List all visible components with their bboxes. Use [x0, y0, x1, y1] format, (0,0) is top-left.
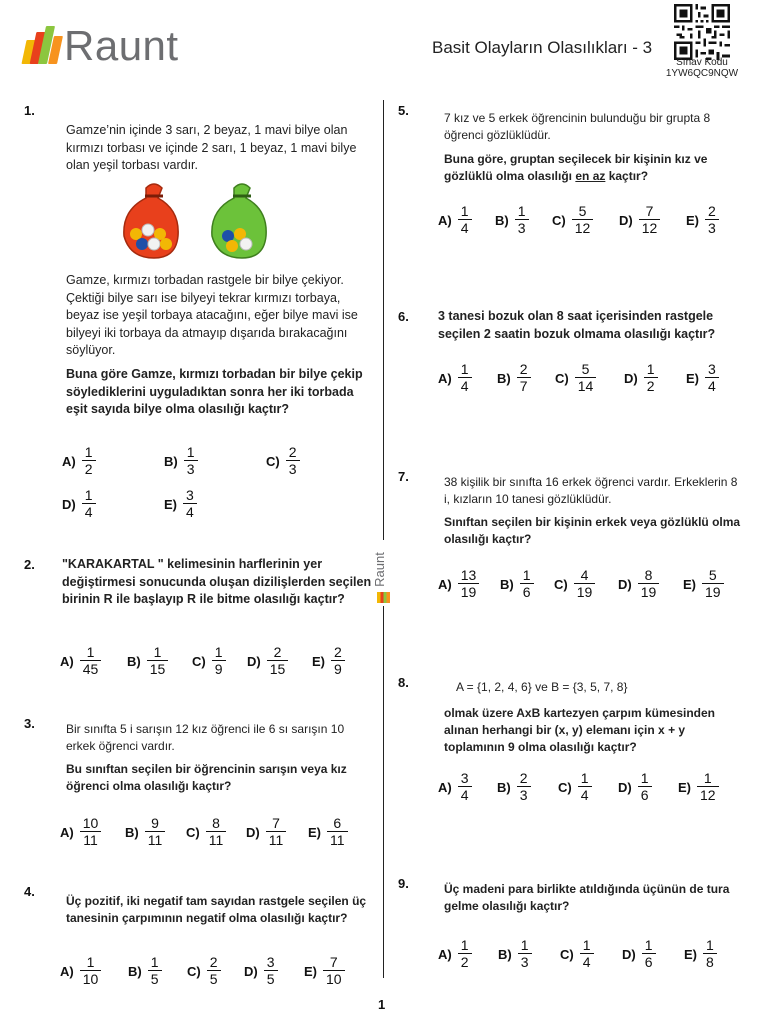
question-prompt: Buna göre, gruptan seçilecek bir kişinin kız ve gözlüklü olma olasılığı en az kaçtır?: [444, 152, 708, 183]
option-a[interactable]: A) $\frac{13}{19}$: [438, 568, 479, 601]
option-c[interactable]: C) $\frac{5}{12}$: [552, 204, 593, 237]
qr-code-icon: [674, 4, 730, 60]
option-b[interactable]: B) $\frac{2}{3}$: [497, 771, 531, 804]
option-c[interactable]: C) $\frac{2}{3}$: [266, 445, 300, 478]
option-d[interactable]: D) $\frac{7}{12}$: [619, 204, 660, 237]
option-a[interactable]: A) $\frac{1}{4}$: [438, 204, 472, 237]
option-e[interactable]: E) $\frac{6}{11}$: [308, 816, 348, 849]
question-text: Üç pozitif, iki negatif tam sayıdan rastgele seçilen üç tanesinin çarpımının negatif olma olasılığı kaçtır?: [66, 894, 367, 925]
bags-illustration: [118, 180, 278, 260]
option-c[interactable]: C) $\frac{5}{14}$: [555, 362, 596, 395]
option-b[interactable]: B) $\frac{1}{3}$: [498, 938, 532, 971]
option-d[interactable]: D) $\frac{8}{19}$: [618, 568, 659, 601]
option-d[interactable]: D) $\frac{7}{11}$: [246, 816, 286, 849]
question-number: 6.: [398, 309, 409, 324]
option-a[interactable]: A) $\frac{1}{10}$: [60, 955, 101, 988]
option-e[interactable]: E) $\frac{2}{3}$: [686, 204, 719, 237]
option-a[interactable]: A) $\frac{1}{2}$: [438, 938, 472, 971]
option-c[interactable]: C) $\frac{1}{4}$: [558, 771, 592, 804]
option-d[interactable]: D) $\frac{2}{15}$: [247, 645, 288, 678]
red-bag-icon: [124, 184, 178, 258]
green-bag-icon: [212, 184, 266, 258]
option-b[interactable]: B) $\frac{9}{11}$: [125, 816, 165, 849]
option-e[interactable]: E) $\frac{2}{9}$: [312, 645, 345, 678]
question-text: A = {1, 2, 4, 6} ve B = {3, 5, 7, 8}: [456, 680, 628, 694]
question-prompt: Buna göre Gamze, kırmızı torbadan bir bilye çekip söylediklerini uyguladıktan sonra her iki torbada eşit sayıda bilye olma olasılığı kaçtır?: [66, 367, 363, 416]
option-b[interactable]: B) $\frac{1}{5}$: [128, 955, 162, 988]
option-c[interactable]: C) $\frac{8}{11}$: [186, 816, 226, 849]
question-text: 38 kişilik bir sınıfta 16 erkek öğrenci vardır. Erkeklerin 8 i, kızların 10 tanesi gözlüklüdür.: [444, 475, 738, 506]
option-c[interactable]: C) $\frac{1}{9}$: [192, 645, 226, 678]
question-prompt: Sınıftan seçilen bir kişinin erkek veya gözlüklü olma olasılığı kaçtır?: [444, 515, 741, 546]
option-e[interactable]: E) $\frac{1}{12}$: [678, 771, 719, 804]
question-prompt: olmak üzere AxB kartezyen çarpım kümesinden alınan herhangi bir (x, y) elemanı için x + y toplamının 9 olma olasılığı kaçtır?: [444, 706, 715, 754]
option-a[interactable]: A) $\frac{10}{11}$: [60, 816, 101, 849]
question-text: Bir sınıfta 5 i sarışın 12 kız öğrenci ile 6 sı sarışın 10 erkek öğrenci vardır.: [66, 722, 345, 753]
logo-text: Raunt: [64, 22, 179, 69]
column-divider: [383, 606, 384, 978]
question-text: Üç madeni para birlikte atıldığında üçünün de tura gelme olasılığı kaçtır?: [444, 882, 730, 913]
side-logo-mark-icon: [377, 592, 390, 603]
question-number: 1.: [24, 103, 35, 118]
option-a[interactable]: A) $\frac{1}{45}$: [60, 645, 101, 678]
option-e[interactable]: E) $\frac{1}{8}$: [684, 938, 717, 971]
option-d[interactable]: D) $\frac{3}{5}$: [244, 955, 278, 988]
question-number: 4.: [24, 884, 35, 899]
page-title: Basit Olayların Olasılıkları - 3: [432, 38, 653, 57]
option-e[interactable]: E) $\frac{7}{10}$: [304, 955, 345, 988]
exam-code: 1YW6QC9NQW: [665, 68, 739, 79]
option-a[interactable]: A) $\frac{3}{4}$: [438, 771, 472, 804]
option-b[interactable]: B) $\frac{1}{3}$: [495, 204, 529, 237]
option-d[interactable]: D) $\frac{1}{6}$: [618, 771, 652, 804]
page-number: 1: [378, 997, 386, 1012]
side-logo: Raunt: [372, 548, 396, 604]
option-b[interactable]: B) $\frac{1}{15}$: [127, 645, 168, 678]
question-number: 8.: [398, 675, 409, 690]
option-e[interactable]: E) $\frac{3}{4}$: [686, 362, 719, 395]
column-divider: [383, 100, 384, 540]
option-c[interactable]: C) $\frac{1}{4}$: [560, 938, 594, 971]
option-d[interactable]: D) $\frac{1}{4}$: [62, 488, 96, 521]
option-e[interactable]: E) $\frac{3}{4}$: [164, 488, 197, 521]
option-c[interactable]: C) $\frac{4}{19}$: [554, 568, 595, 601]
question-number: 9.: [398, 876, 409, 891]
question-number: 2.: [24, 557, 35, 572]
option-d[interactable]: D) $\frac{1}{2}$: [624, 362, 658, 395]
option-b[interactable]: B) $\frac{1}{6}$: [500, 568, 534, 601]
question-number: 7.: [398, 469, 409, 484]
option-d[interactable]: D) $\frac{1}{6}$: [622, 938, 656, 971]
question-text: "KARAKARTAL " kelimesinin harflerinin yer değiştirmesi sonucunda oluşan dizilişlerden seçilen birinin R ile başlayıp R ile bitme olasılığı kaçtır?: [62, 557, 372, 606]
question-number: 5.: [398, 103, 409, 118]
option-a[interactable]: A) $\frac{1}{4}$: [438, 362, 472, 395]
question-number: 3.: [24, 716, 35, 731]
option-e[interactable]: E) $\frac{5}{19}$: [683, 568, 724, 601]
option-b[interactable]: B) $\frac{2}{7}$: [497, 362, 531, 395]
logo-mark-icon: [22, 24, 62, 68]
question-text: 3 tanesi bozuk olan 8 saat içerisinden rastgele seçilen 2 saatin bozuk olmama olasılığı kaçtır?: [438, 309, 716, 341]
question-text: Gamze’nin içinde 3 sarı, 2 beyaz, 1 mavi bilye olan kırmızı torbası ve içinde 2 sarı, 1 beyaz, 1 mavi bilye olan yeşil torbası vardır.: [66, 123, 357, 172]
option-a[interactable]: A) $\frac{1}{2}$: [62, 445, 96, 478]
question-prompt: Bu sınıftan seçilen bir öğrencinin sarışın veya kız öğrenci olma olasılığı kaçtır?: [66, 762, 347, 793]
question-text: Gamze, kırmızı torbadan rastgele bir bilye çekiyor. Çektiği bilye sarı ise bilyeyi tekrar kırmızı torbaya, beyaz ise yeşil torbaya atacağını, eğer bilye mavi ise bilyeyi iki torbaya da atmayıp dışarıda bırakacağını söylüyor.: [66, 273, 358, 357]
question-text: 7 kız ve 5 erkek öğrencinin bulunduğu bir grupta 8 öğrenci gözlüklüdür.: [444, 111, 711, 142]
raunt-logo: [22, 22, 179, 70]
option-c[interactable]: C) $\frac{2}{5}$: [187, 955, 221, 988]
option-b[interactable]: B) $\frac{1}{3}$: [164, 445, 198, 478]
exam-code-label: Sınav Kodu: [676, 57, 728, 68]
